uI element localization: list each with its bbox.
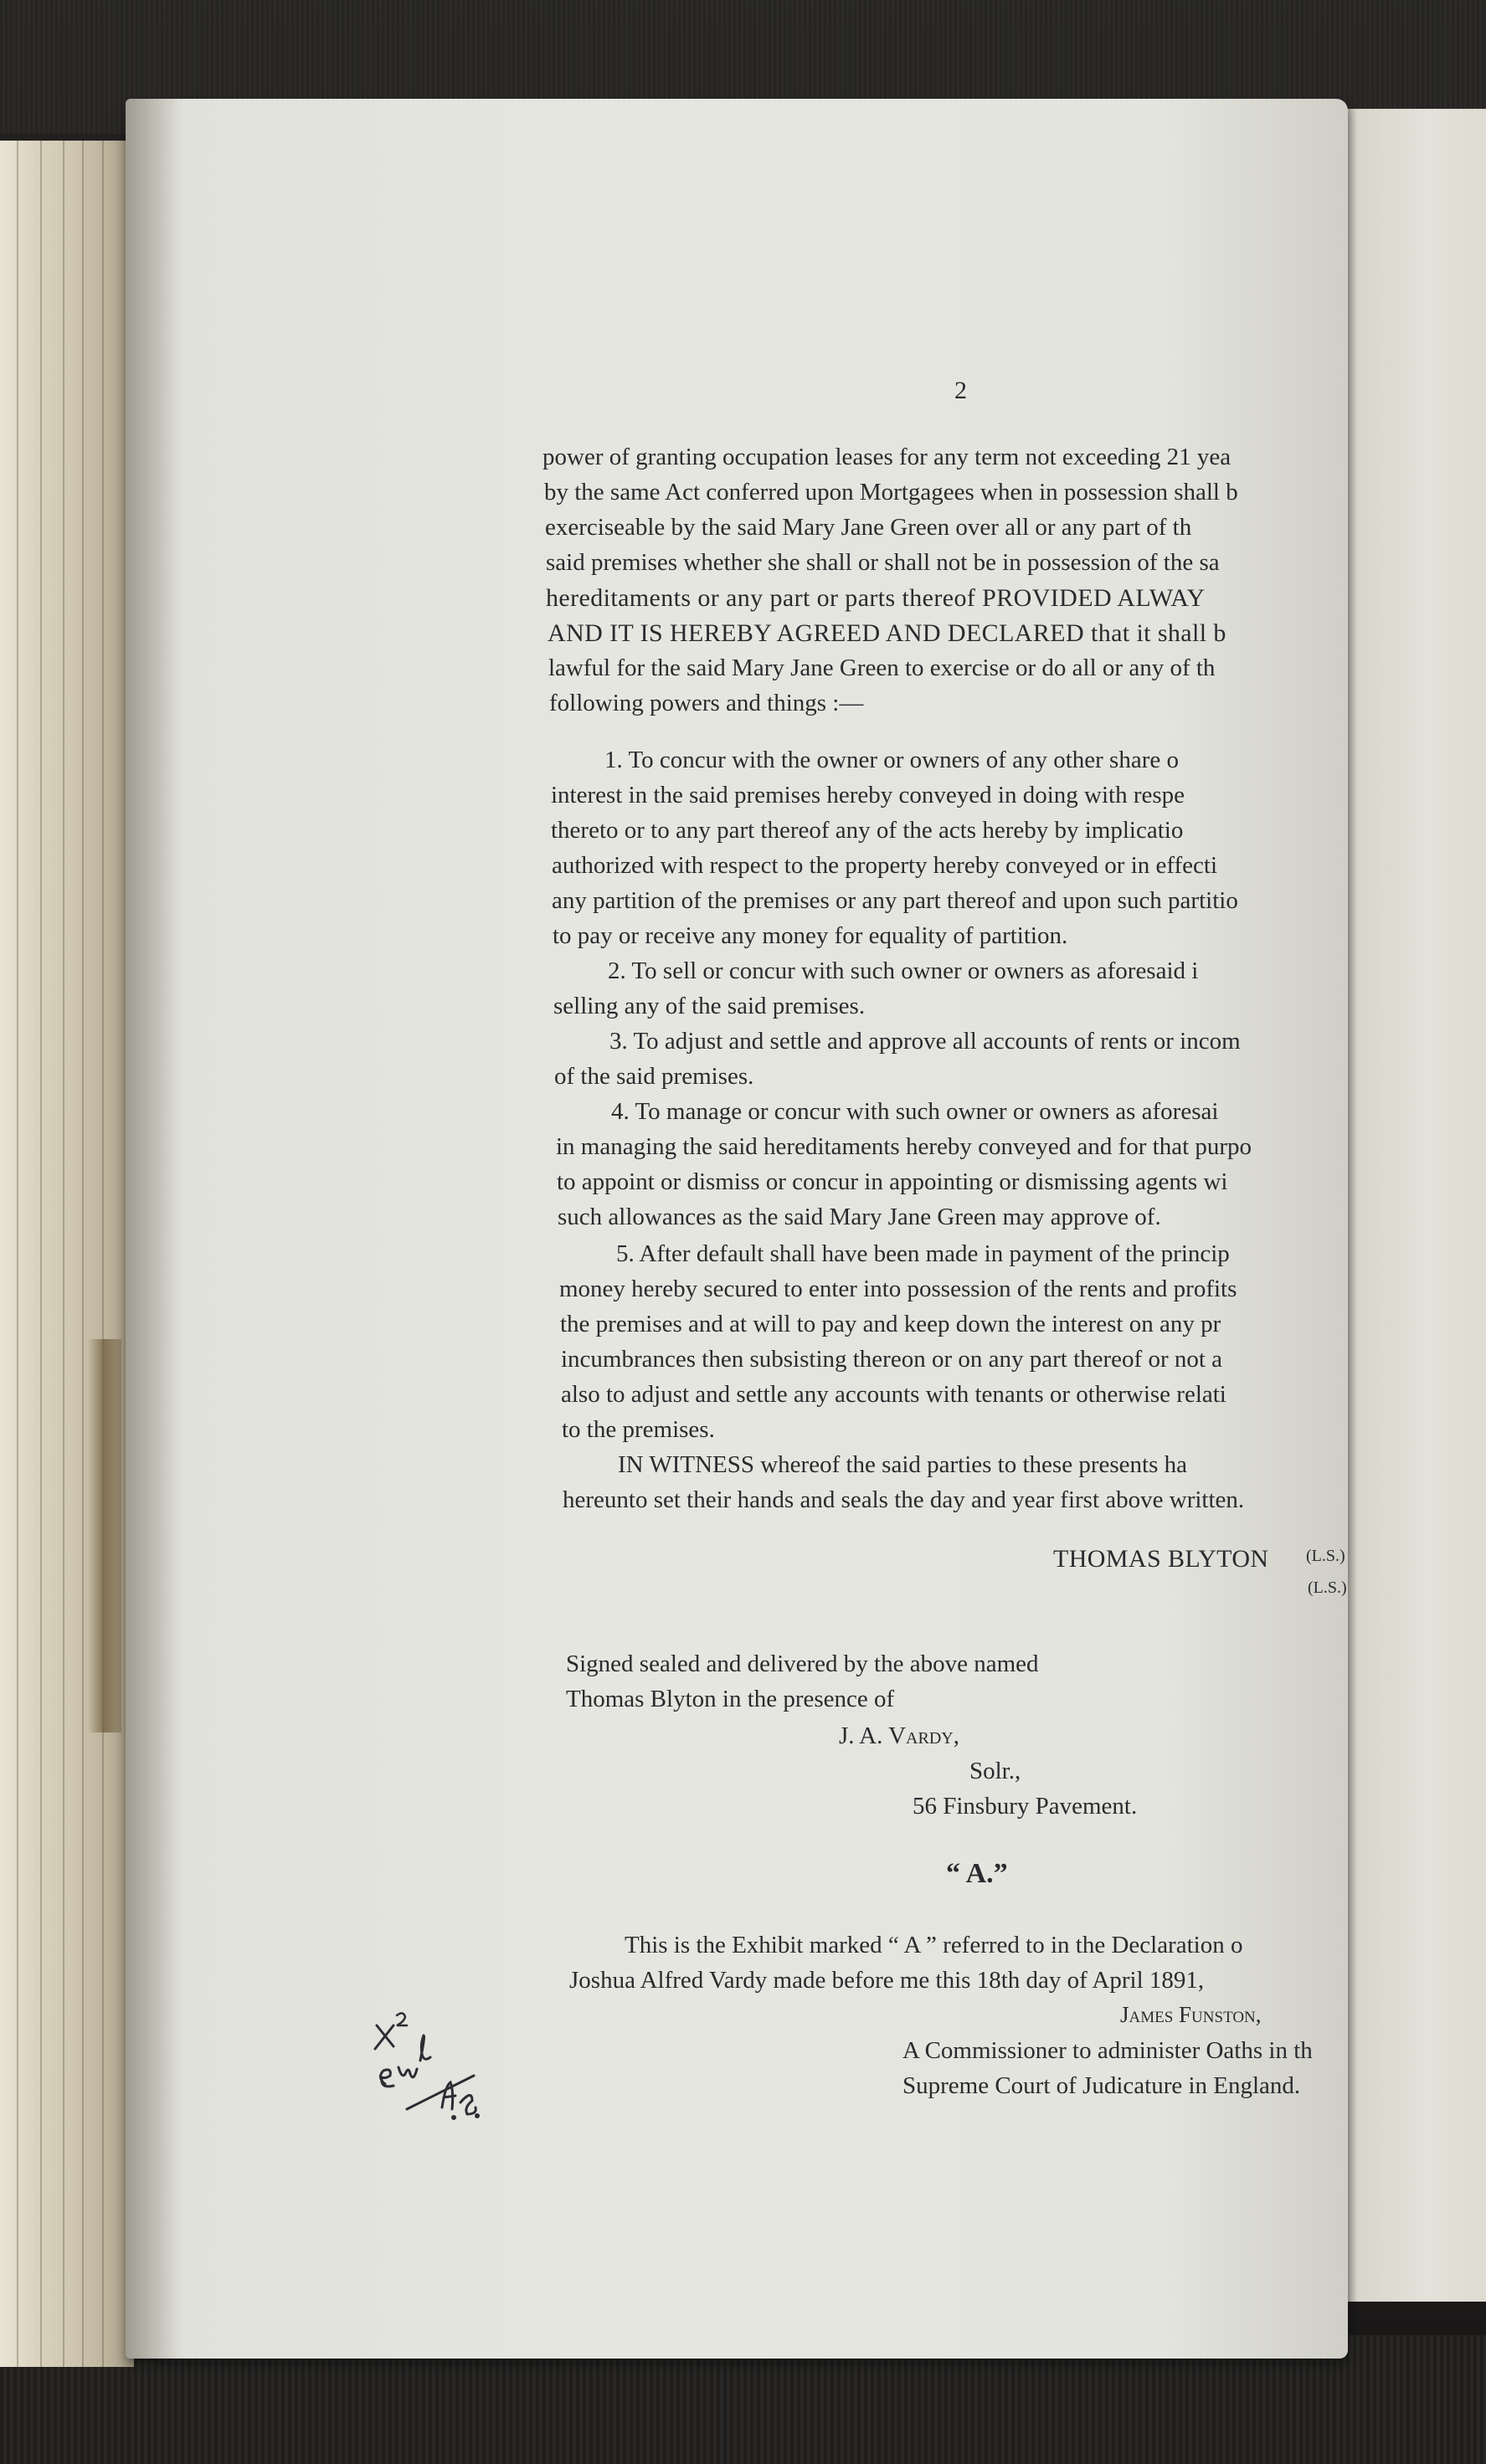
page-edge <box>40 141 42 2367</box>
text-line: lawful for the said Mary Jane Green to exercise or do all or any of th <box>548 654 1216 681</box>
text-line: 5. After default shall have been made in payment of the princip <box>616 1240 1230 1267</box>
text-line: of the said premises. <box>554 1063 754 1090</box>
text-line: Thomas Blyton in the presence of <box>566 1686 895 1712</box>
page-number: 2 <box>954 377 967 404</box>
text-line: authorized with respect to the property hereby conveyed or in effecti <box>552 852 1218 879</box>
witness-address: 56 Finsbury Pavement. <box>913 1793 1138 1820</box>
page-edge <box>102 141 104 2367</box>
text-line: AND IT IS HEREBY AGREED AND DECLARED that it shall b <box>548 619 1226 647</box>
page-edge <box>17 141 18 2367</box>
text-line: any partition of the premises or any part thereof and upon such partitio <box>552 887 1238 914</box>
text-line: following powers and things :— <box>549 690 864 716</box>
text-line: by the same Act conferred upon Mortgagees when in possession shall b <box>544 479 1238 506</box>
text-line: Signed sealed and delivered by the above named <box>566 1650 1039 1677</box>
text-line: said premises whether she shall or shall not be in possession of the sa <box>546 549 1220 576</box>
text-line: 3. To adjust and settle and approve all accounts of rents or incom <box>609 1028 1241 1055</box>
text-line: in managing the said hereditaments hereby conveyed and for that purpo <box>556 1133 1252 1160</box>
binding-stain <box>88 1339 121 1732</box>
text-line: money hereby secured to enter into possession of the rents and profits <box>559 1276 1237 1302</box>
text-line: 4. To manage or concur with such owner or owners as aforesai <box>611 1098 1219 1125</box>
exhibit-mark: “ A.” <box>946 1858 1008 1889</box>
witness-title: Solr., <box>969 1758 1021 1784</box>
signatory-name: THOMAS BLYTON <box>1053 1545 1269 1573</box>
text-line: also to adjust and settle any accounts with tenants or otherwise relati <box>561 1381 1226 1408</box>
seal-mark: (L.S.) <box>1306 1547 1345 1565</box>
text-line: exerciseable by the said Mary Jane Green over all or any part of th <box>545 514 1192 541</box>
text-line: to the premises. <box>562 1416 715 1443</box>
text-line: such allowances as the said Mary Jane Green may approve of. <box>558 1204 1161 1230</box>
left-page-stack <box>0 141 134 2367</box>
text-line: 2. To sell or concur with such owner or owners as aforesaid i <box>608 957 1199 984</box>
text-line: selling any of the said premises. <box>553 993 866 1019</box>
text-line: This is the Exhibit marked “ A ” referred to in the Declaration o <box>625 1932 1243 1958</box>
commissioner-name: James Funston, <box>1120 2002 1262 2027</box>
witness-name: J. A. Vardy, <box>839 1722 959 1749</box>
text-line: power of granting occupation leases for any term not exceeding 21 yea <box>542 444 1231 470</box>
text-line: to appoint or dismiss or concur in appointing or dismissing agents wi <box>557 1168 1228 1195</box>
text-line: Supreme Court of Judicature in England. <box>902 2072 1301 2099</box>
text-line: to pay or receive any money for equality of partition. <box>553 922 1068 949</box>
text-line: the premises and at will to pay and keep down the interest on any pr <box>560 1311 1221 1337</box>
text-line: Joshua Alfred Vardy made before me this 18th day of April 1891, <box>569 1967 1205 1994</box>
text-line: IN WITNESS whereof the said parties to these presents ha <box>618 1451 1187 1478</box>
text-line: incumbrances then subsisting thereon or on any part thereof or not a <box>561 1346 1223 1373</box>
handwritten-annotation <box>360 2009 502 2168</box>
text-line: A Commissioner to administer Oaths in th <box>902 2037 1313 2064</box>
text-line: 1. To concur with the owner or owners of any other share o <box>604 747 1179 773</box>
page-edge <box>63 141 64 2367</box>
gutter-shade <box>126 99 184 2359</box>
text-line: interest in the said premises hereby conveyed in doing with respe <box>551 782 1185 808</box>
text-line: hereditaments or any part or parts thereof PROVIDED ALWAY <box>546 584 1206 612</box>
right-page-edge <box>1339 109 1486 2302</box>
text-line: hereunto set their hands and seals the day and year first above written. <box>563 1486 1245 1513</box>
page-edge <box>82 141 84 2367</box>
text-line: thereto or to any part thereof any of the acts hereby by implicatio <box>551 817 1184 844</box>
seal-mark: (L.S.) <box>1308 1578 1347 1597</box>
